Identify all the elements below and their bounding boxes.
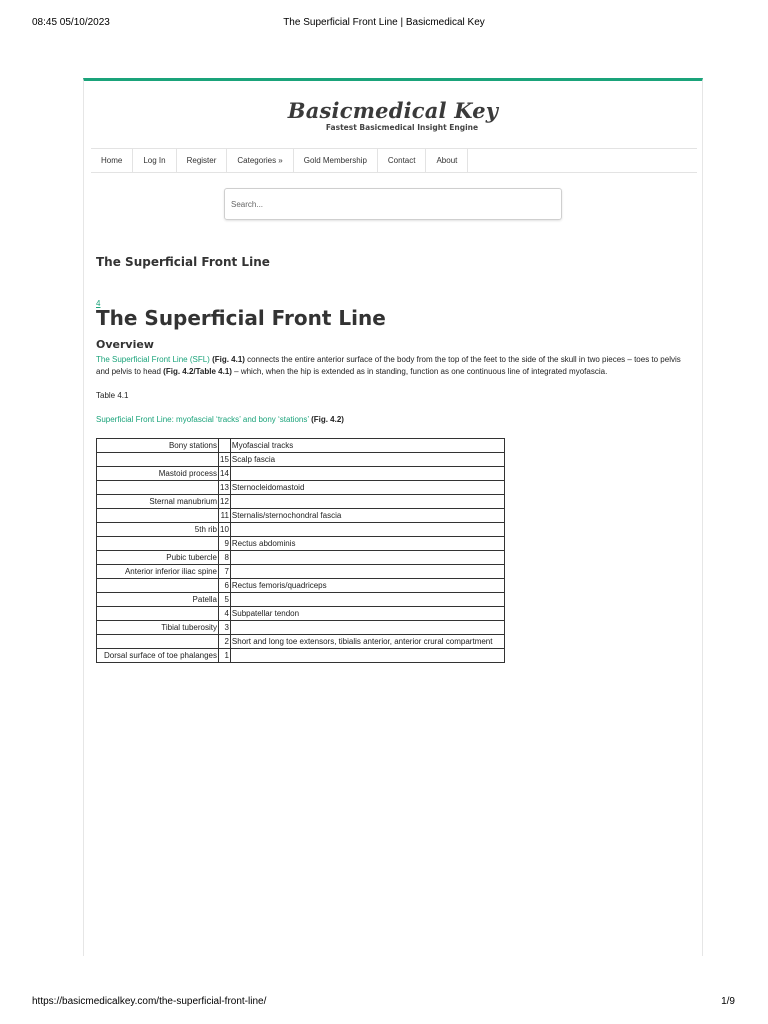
table-row (97, 453, 505, 467)
table-cell-number: 11 (219, 509, 231, 523)
print-footer (0, 996, 768, 1010)
table-row (97, 579, 505, 593)
table-cell-myofascial-track (230, 495, 504, 509)
table-cell-bony-station: Anterior inferior iliac spine (97, 565, 219, 579)
table-cell-bony-station (97, 481, 219, 495)
table-caption (96, 415, 344, 424)
table-label: Table 4.1 (96, 391, 129, 400)
table-cell-bony-station (97, 607, 219, 621)
table-row (97, 551, 505, 565)
table-cell-myofascial-track: Sternocleidomastoid (230, 481, 504, 495)
table-cell-bony-station: Sternal manubrium (97, 495, 219, 509)
table-cell-bony-station: Dorsal surface of toe phalanges (97, 649, 219, 663)
site-tagline: Fastest Basicmedical Insight Engine (325, 123, 479, 132)
table-cell-number: 2 (219, 635, 231, 649)
print-url: https://basicmedicalkey.com/the-superficial-front-line/ (32, 996, 267, 1007)
myofascial-table (96, 438, 505, 663)
table-cell-myofascial-track (230, 551, 504, 565)
table-cell-number: 7 (219, 565, 231, 579)
search-input[interactable] (225, 189, 561, 219)
table-cell-number: 4 (219, 607, 231, 621)
table-caption-fig-ref: (Fig. 4.2) (311, 415, 344, 424)
table-row (97, 621, 505, 635)
chapter-number-link[interactable]: 4 (96, 299, 101, 308)
table-cell-myofascial-track (230, 593, 504, 607)
table-cell-myofascial-track (230, 621, 504, 635)
table-cell-number: 10 (219, 523, 231, 537)
table-cell-number: 14 (219, 467, 231, 481)
nav-item-about[interactable]: About (426, 149, 468, 172)
site-brand[interactable] (84, 99, 702, 132)
table-cell-bony-station: Pubic tubercle (97, 551, 219, 565)
table-cell-number: 3 (219, 621, 231, 635)
table-header-row (97, 439, 505, 453)
table-row (97, 649, 505, 663)
table-cell-bony-station (97, 579, 219, 593)
table-row (97, 635, 505, 649)
nav-item-register[interactable]: Register (177, 149, 228, 172)
table-header-bony-stations: Bony stations (97, 439, 219, 453)
post-title: The Superficial Front Line (96, 255, 270, 269)
sfl-link[interactable]: The Superficial Front Line (SFL) (96, 355, 210, 364)
main-nav (91, 148, 697, 173)
table-cell-bony-station (97, 453, 219, 467)
table-caption-link[interactable]: Superficial Front Line: myofascial ‘tracks’ and bony ‘stations’ (96, 415, 309, 424)
nav-item-gold-membership[interactable]: Gold Membership (294, 149, 378, 172)
table-row (97, 523, 505, 537)
nav-item-home[interactable]: Home (91, 149, 133, 172)
table-cell-number: 5 (219, 593, 231, 607)
table-cell-bony-station (97, 635, 219, 649)
table-cell-myofascial-track: Scalp fascia (230, 453, 504, 467)
table-cell-myofascial-track: Short and long toe extensors, tibialis anterior, anterior crural compartment (230, 635, 504, 649)
table-row (97, 481, 505, 495)
print-page-title: The Superficial Front Line | Basicmedical Key (283, 17, 485, 28)
table-cell-number: 15 (219, 453, 231, 467)
page-content (83, 78, 703, 956)
table-cell-myofascial-track: Rectus femoris/quadriceps (230, 579, 504, 593)
print-header (0, 17, 768, 31)
section-heading: Overview (96, 338, 154, 351)
table-cell-bony-station (97, 537, 219, 551)
table-header-myofascial-tracks: Myofascial tracks (230, 439, 504, 453)
paragraph-text-1: connects the entire anterior surface of the body from the top of the feet to the side of the skull in two pieces – toes to pelvis and pelvis to head (96, 355, 681, 376)
nav-item-contact[interactable]: Contact (378, 149, 427, 172)
table-cell-bony-station: 5th rib (97, 523, 219, 537)
table-cell-bony-station: Patella (97, 593, 219, 607)
table-row (97, 565, 505, 579)
table-header-number (219, 439, 231, 453)
table-row (97, 495, 505, 509)
print-page-number: 1/9 (721, 996, 735, 1007)
table-cell-bony-station: Mastoid process (97, 467, 219, 481)
table-cell-myofascial-track (230, 523, 504, 537)
table-cell-number: 8 (219, 551, 231, 565)
table-cell-myofascial-track (230, 649, 504, 663)
table-cell-myofascial-track: Rectus abdominis (230, 537, 504, 551)
chapter-title: The Superficial Front Line (96, 306, 386, 330)
table-cell-myofascial-track: Sternalis/sternochondral fascia (230, 509, 504, 523)
table-row (97, 537, 505, 551)
search-box (224, 188, 562, 220)
paragraph-text-2: – which, when the hip is extended as in standing, function as one continuous line of integrated myofascia. (231, 366, 608, 376)
table-cell-myofascial-track (230, 565, 504, 579)
table-row (97, 593, 505, 607)
table-cell-number: 12 (219, 495, 231, 509)
table-row (97, 467, 505, 481)
fig-ref-4-2-table: (Fig. 4.2/Table 4.1) (163, 366, 232, 376)
table-cell-myofascial-track: Subpatellar tendon (230, 607, 504, 621)
table-cell-number: 13 (219, 481, 231, 495)
table-row (97, 607, 505, 621)
nav-item-categories[interactable]: Categories » (227, 149, 293, 172)
print-timestamp: 08:45 05/10/2023 (32, 17, 110, 28)
fig-ref-4-1: (Fig. 4.1) (212, 355, 245, 364)
table-cell-number: 6 (219, 579, 231, 593)
overview-paragraph (96, 354, 696, 377)
site-logo[interactable]: Basicmedical Key (287, 98, 499, 123)
nav-item-login[interactable]: Log In (133, 149, 176, 172)
table-row (97, 509, 505, 523)
table-cell-number: 9 (219, 537, 231, 551)
table-cell-number: 1 (219, 649, 231, 663)
table-cell-bony-station (97, 509, 219, 523)
table-cell-myofascial-track (230, 467, 504, 481)
table-cell-bony-station: Tibial tuberosity (97, 621, 219, 635)
